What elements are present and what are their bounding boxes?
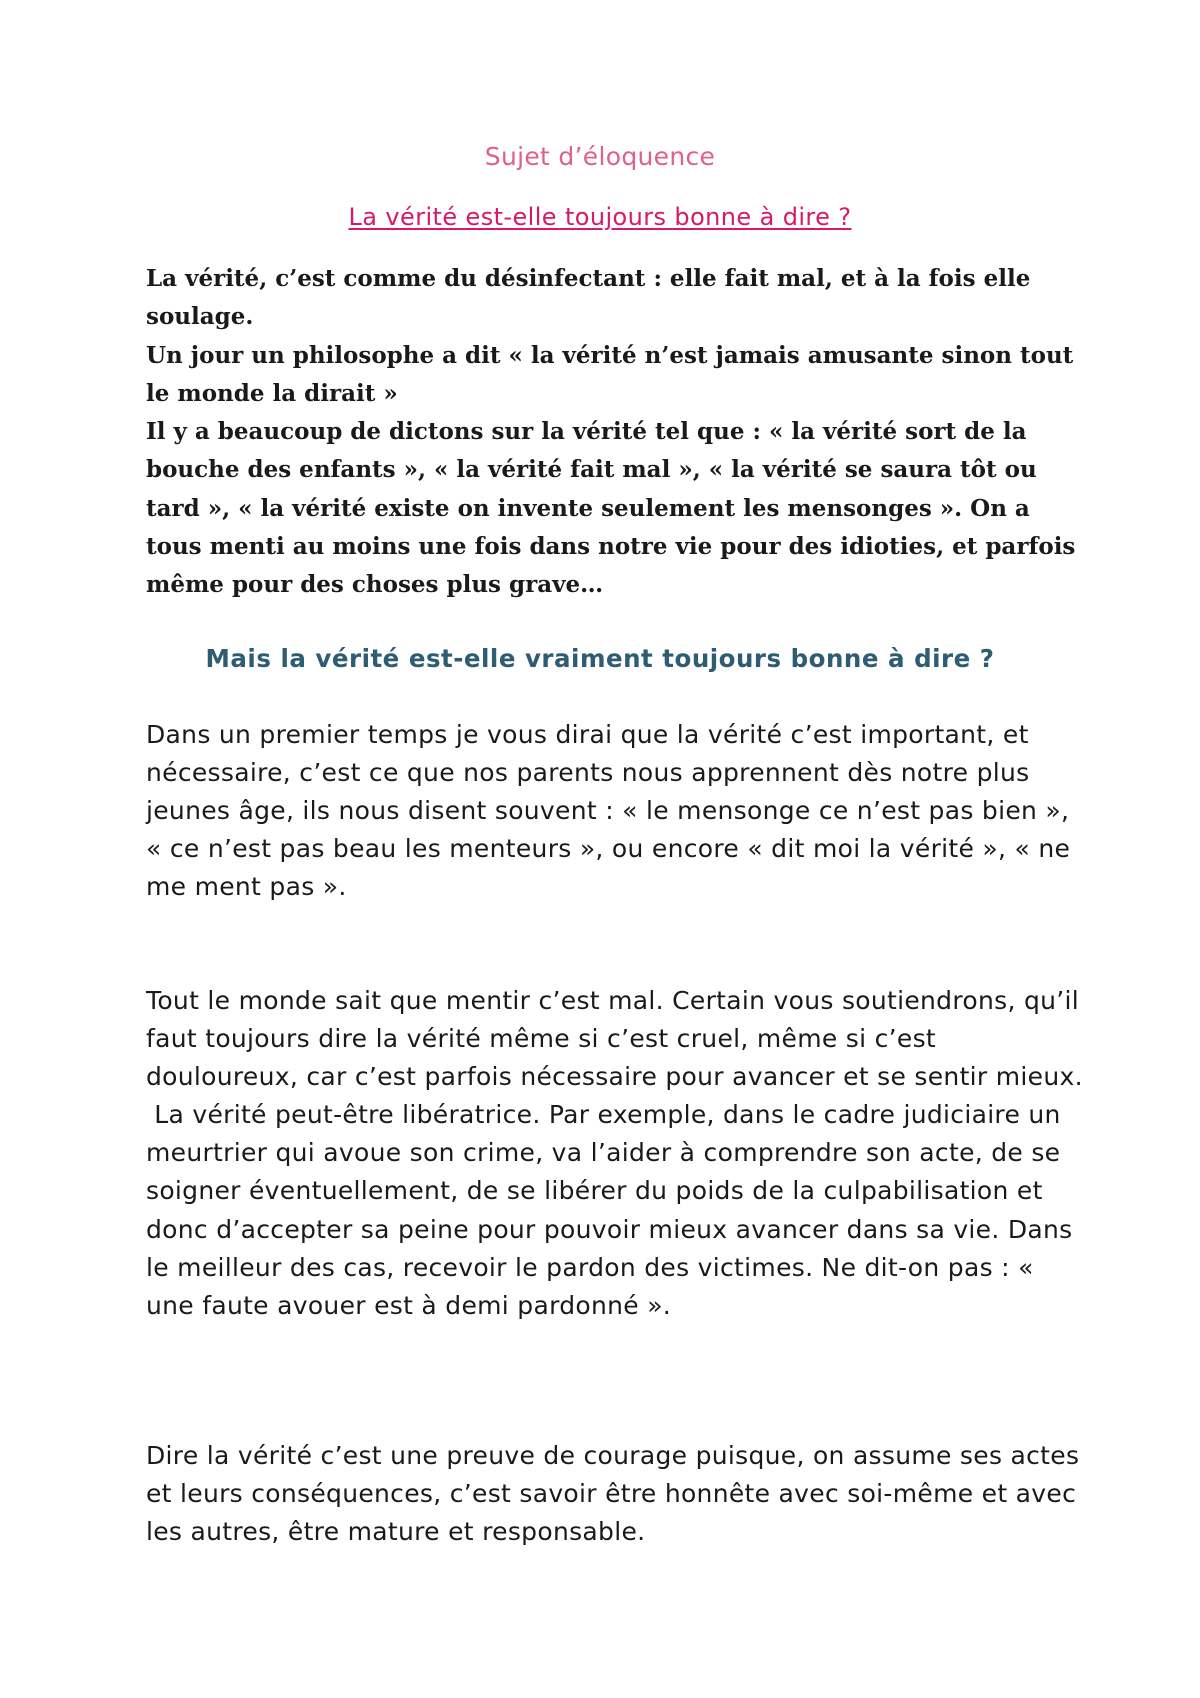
intro-line-1: La vérité, c’est comme du désinfectant : elle fait mal, et à la fois elle soulage. <box>146 265 1031 331</box>
paragraph-1-text: Dans un premier temps je vous dirai que la vérité c’est important, et nécessaire, c’est ce que nos parents nous apprennent dès notre plus jeunes âge, ils nous disent souvent : « le mensonge ce n’est pas bien », « ce n’est pas beau les menteurs », ou encore « dit moi la vérité », « ne me ment pas ». <box>146 720 1071 902</box>
paragraph-1 <box>146 716 1086 906</box>
central-question: Mais la vérité est-elle vraiment toujours bonne à dire ? <box>205 644 995 673</box>
intro-block <box>146 260 1076 605</box>
paragraph-3 <box>146 1437 1086 1551</box>
document-title: La vérité est-elle toujours bonne à dire ? <box>348 203 852 231</box>
paragraph-2 <box>146 982 1086 1325</box>
paragraph-2b-text: La vérité peut-être libératrice. Par exemple, dans le cadre judiciaire un meurtrier qui avoue son crime, va l’aider à comprendre son acte, de se soigner éventuellement, de se libérer du poids de la culpabilisation et donc d’accepter sa peine pour pouvoir mieux avancer dans sa vie. Dans le meilleur des cas, recevoir le pardon des victimes. Ne dit-on pas : « une faute avouer est à demi pardonné ». <box>146 1100 1081 1320</box>
intro-line-2: Un jour un philosophe a dit « la vérité n’est jamais amusante sinon tout le monde la dirait » <box>146 341 1074 407</box>
paragraph-2a-text: Tout le monde sait que mentir c’est mal. Certain vous soutiendrons, qu’il faut toujours dire la vérité même si c’est cruel, même si c’est douloureux, car c’est parfois nécessaire pour avancer et se sentir mieux. <box>146 986 1083 1092</box>
paragraph-3-text: Dire la vérité c’est une preuve de courage puisque, on assume ses actes et leurs conséquences, c’est savoir être honnête avec soi-même et avec les autres, être mature et responsable. <box>146 1441 1080 1547</box>
intro-line-3: Il y a beaucoup de dictons sur la vérité tel que : « la vérité sort de la bouche des enfants », « la vérité fait mal », « la vérité se saura tôt ou tard », « la vérité existe on invente seulement les mensonges ». On a tous menti au moins une fois dans notre vie pour des idioties, et parfois même pour des choses plus grave… <box>146 418 1076 599</box>
document-subtitle: Sujet d’éloquence <box>484 142 716 171</box>
